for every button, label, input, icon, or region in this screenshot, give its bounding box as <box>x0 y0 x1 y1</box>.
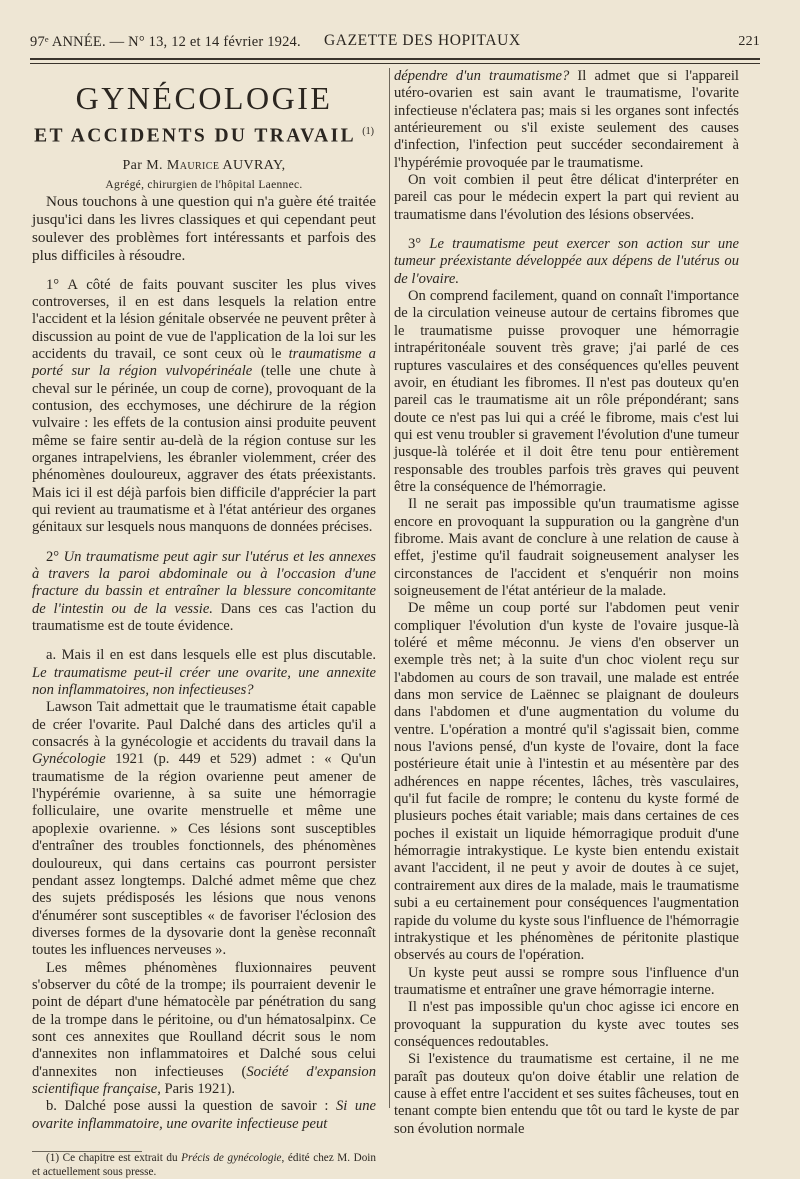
header-rule-thick <box>30 58 760 60</box>
left-column <box>32 68 376 1179</box>
article-title: GYNÉCOLOGIE <box>75 80 333 116</box>
paragraph-2: 2° Un traumatisme peut agir sur l'utérus et les annexes à travers la paroi abdominale ou à l'occasion d'une fracture du bassin et entraîner la blessure concomitante de l'intestin ou de la vessie. Dans ces cas l'action du traumatisme est de toute évidence. <box>32 548 376 635</box>
paragraph-kyste: Un kyste peut aussi se rompre sous l'influence d'un traumatisme et entraîner une grave hémorragie interne. <box>394 964 739 998</box>
author-name: Maurice AUVRAY, <box>166 157 286 173</box>
paragraph-memes: Les mêmes phénomènes fluxionnaires peuvent s'observer du côté de la trompe; ils pourraient devenir le point de départ d'une hématocèle par pénétration du sang de la trompe dans le péritoine, ou d'un hématosalpinx. Ce sont ces annexites que Roulland décrit sous le nom d'annexites non inflammatoires et Dalché sous celui d'annexites non infectieuses (Société d'expansion scientifique française, Paris 1921). <box>32 959 376 1097</box>
author-affiliation: Agrégé, chirurgien de l'hôpital Laennec. <box>105 178 303 191</box>
issue-info: 97ᵉ ANNÉE. — N° 13, 12 et 14 février 1924. <box>30 34 301 50</box>
footnote: (1) Ce chapitre est extrait du Précis de gynécologie, édité chez M. Doin et actuellement sous presse. <box>32 1152 376 1178</box>
paragraph-comprend: On comprend facilement, quand on connaît l'importance de la circulation veineuse autour de certains fibromes que le traumatisme puisse provoquer une hémorragie intrapéritonéale souvent très grave; j'ai parlé de ces ruptures vasculaires et des conséquences qu'elles peuvent avoir, en étudiant les fibromes. Il n'est pas douteux qu'en pareil cas le traumatisme ait un rôle prépondérant; sans doute ce n'est pas lui qui a créé le fibrome, mais c'est lui qui est venu troubler si gravement l'évolution d'une tumeur jusque-là tolérée et il doit être tenu pour entièrement responsable des troubles parfois très graves qui peuvent être la conséquence de l'hémorragie. <box>394 288 739 495</box>
paragraph-3: 3° Le traumatisme peut exercer son action sur une tumeur préexistante développée aux dépens de l'utérus ou de l'ovaire. <box>394 236 739 287</box>
paragraph-a: a. Mais il en est dans lesquels elle est plus discutable. Le traumatisme peut-il créer une ovarite, une annexite non inflammatoires, non infectieuses? <box>32 647 376 699</box>
header-rule-thin <box>30 63 760 64</box>
paragraph-lawson: Lawson Tait admettait que le traumatisme était capable de créer l'ovarite. Paul Dalché dans des articles qu'il a consacrés à la gynécologie et accidents du travail dans la Gynécologie 1921 (p. 449 et 529) admet : « Qu'un traumatisme de la région ovarienne peut amener de l'hypérémie ovarienne, à sa suite une hémorragie folliculaire, une ovarite menstruelle et même une apoplexie ovarienne. » Ces lésions sont susceptibles d'entraîner des troubles fonctionnels, des phénomènes douloureux, qui dans certains cas pourront persister pendant assez longtemps. Dalché admet même que chez des sujets prédisposés les lésions que nous venons d'énumérer sont susceptibles « de favoriser l'éclosion des diverses formes de la dysovarie dont la genèse reconnaît toutes les influences nerveuses ». <box>32 699 376 959</box>
paragraph-continued: dépendre d'un traumatisme? Il admet que si l'appareil utéro-ovarien est sain avant le traumatisme, l'ovarite infectieuse n'éclatera pas; mais si les organes sont infectés antérieurement ou s'il existe seulement des causes d'infection, l'infection peut succéder secondairement à l'hypérémie provoquée par le traumatisme. <box>394 68 739 171</box>
paragraph-on-voit: On voit combien il peut être délicat d'interpréter en pareil cas pour le médecin expert la part qui revient au traumatisme dans l'évolution des lésions observées. <box>394 172 739 223</box>
right-column <box>394 68 739 1138</box>
running-header <box>30 30 760 54</box>
author-line: Par M. Maurice AUVRAY, <box>122 157 286 173</box>
footnote-marker: (1) <box>362 126 374 137</box>
paragraph-b: b. Dalché pose aussi la question de savoir : Si une ovarite inflammatoire, une ovarite infectieuse peut <box>32 1098 376 1132</box>
paragraph-impossible: Il n'est pas impossible qu'un choc agisse ici encore en provoquant la suppuration du kyste avec toutes ses conséquences redoutables. <box>394 999 739 1050</box>
intro-paragraph: Nous touchons à une question qui n'a guère été traitée jusqu'ici dans les livres classiques et qui cependant peut soulever des problèmes fort intéressants et parfois des plus difficiles à résoudre. <box>32 192 376 264</box>
column-separator <box>389 68 390 1108</box>
page-number: 221 <box>738 34 760 49</box>
paragraph-serait: Il ne serait pas impossible qu'un traumatisme agisse encore en provoquant la suppuration ou la gangrène d'un fibrome. Mais avant de conclure à une relation de cause à effet, j'estime qu'il faudrait soigneusement analyser les circonstances de l'accident et s'enquérir non moins soigneusement de l'état antérieur de la malade. <box>394 496 739 599</box>
journal-name: GAZETTE DES HOPITAUX <box>324 32 521 49</box>
paragraph-existence: Si l'existence du traumatisme est certaine, il ne me paraît pas douteux qu'on doive établir une relation de cause à effet entre l'accident et ses suites fâcheuses, tout en tenant compte bien entendu que tôt ou tard le kyste de par son évolution normale <box>394 1051 739 1137</box>
paragraph-coup: De même un coup porté sur l'abdomen peut venir compliquer l'évolution d'un kyste de l'ovaire jusque-là toléré et même méconnu. Je viens d'en observer un exemple très net; à la suite d'un choc violent reçu sur l'abdomen au cours de son travail, une malade est entrée dans mon service de Laënnec se plaignant de douleurs dans l'abdomen et d'une augmentation du volume du ventre. L'opération a montré qu'il s'agissait bien, comme nous l'avions pensé, d'un kyste de l'ovaire, dont la face postérieure était unie à l'intestin et au mésentère par des adhérences en nappe récentes, lâches, très vasculaires, qu'il fut facile de rompre; le contenu du kyste formé de plusieurs poches était variable; mais dans certaines de ces poches il existait un liquide hémorragique produit d'une hémorragie intrakystique. Le kyste bien entendu existait avant l'accident, il ne peut y avoir de doutes à ce sujet, contrairement aux dires de la malade, mais le traumatisme subi a eu certainement pour conséquences l'augmentation rapide du volume du kyste sous l'influence de l'hémorragie intrakystique et les phénomènes de péritonite plastique observés au cours de l'opération. <box>394 600 739 964</box>
article-subtitle: ET ACCIDENTS DU TRAVAIL $^{(1)}$ <box>34 125 374 147</box>
paragraph-1: 1° A côté de faits pouvant susciter les plus vives controverses, il en est dans lesquels la relation entre l'accident et la lésion génitale observée ne peuvent prêter à discussion au point de vue de l'application de la loi sur les accidents du travail, ce sont ceux où le traumatisme a porté sur la région vulvopérinéale (telle une chute à cheval sur le périnée, un coup de corne), provoquant de la contusion, des ecchymoses, une déchirure de la région vulvaire : les effets de la contusion ainsi produite peuvent même se faire sentir au-delà de la région contuse sur les organes intrapelviens, les ébranler violemment, créer des phénomènes douloureux, aggraver des états préexistants. Mais ici il est déjà parfois bien difficile d'apprécier la part qui revient au traumatisme et à l'état antérieur des organes génitaux sur lesquels nous manquons de données précises. <box>32 276 376 536</box>
